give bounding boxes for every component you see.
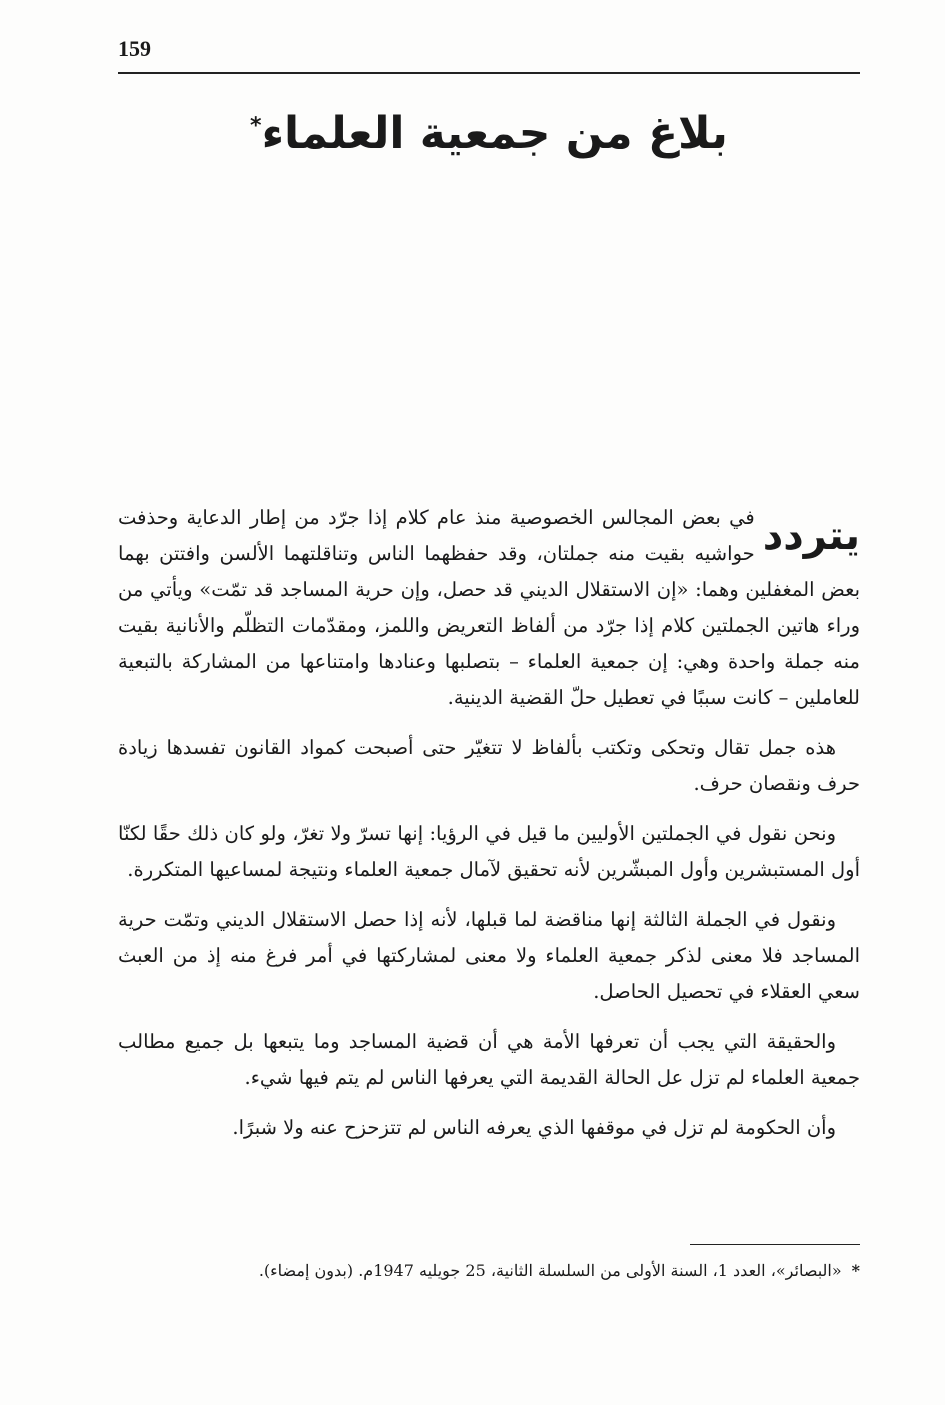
page-title	[118, 108, 860, 159]
footnote	[118, 1258, 860, 1284]
paragraph-3-text: ونحن نقول في الجملتين الأوليين ما قيل في الرؤيا: إنها تسرّ ولا تغرّ، ولو كان ذلك حقًا لكنّا أول المستبشرين وأول المبشّرين لأنه تحقيق لآمال جمعية العلماء ونتيجة لمساعيها المتكررة.	[118, 822, 860, 881]
paragraph-2-text: هذه جمل تقال وتحكى وتكتب بألفاظ لا تتغيّر حتى أصبحت كمواد القانون تفسدها زيادة حرف ونقصان حرف.	[118, 736, 860, 795]
paragraph-5	[118, 1024, 860, 1096]
paragraph-4	[118, 902, 860, 1010]
paragraph-2	[118, 730, 860, 802]
page-number: 159	[118, 36, 151, 61]
title-footnote-marker: *	[250, 113, 262, 139]
paragraph-5-text: والحقيقة التي يجب أن تعرفها الأمة هي أن قضية المساجد وما يتبعها بل جميع مطالب جمعية العلماء لم تزل عل الحالة القديمة التي يعرفها الناس لم يتم فيها شيء.	[118, 1030, 860, 1089]
paragraph-3	[118, 816, 860, 888]
paragraph-6-text: وأن الحكومة لم تزل في موقفها الذي يعرفه الناس لم تتزحزح عنه ولا شبرًا.	[232, 1116, 836, 1139]
article-body	[118, 500, 860, 1160]
footnote-rule	[690, 1244, 860, 1245]
footnote-marker: *	[851, 1261, 860, 1280]
footnote-text: «البصائر»، العدد 1، السنة الأولى من السلسلة الثانية، 25 جويليه 1947م. (بدون إمضاء).	[258, 1261, 842, 1280]
paragraph-6	[118, 1110, 860, 1146]
paragraph-1	[118, 500, 860, 716]
paragraph-4-text: ونقول في الجملة الثالثة إنها مناقضة لما قبلها، لأنه إذا حصل الاستقلال الديني وتمّت حرية المساجد فلا معنى لذكر جمعية العلماء ولا معنى لمشاركتها في أمر فرغ منه إذ من العبث سعي العقلاء في تحصيل الحاصل.	[118, 908, 860, 1003]
header-rule	[118, 72, 860, 74]
title-text: بلاغ من جمعية العلماء	[261, 108, 728, 159]
dropcap-word: يتردد	[762, 513, 860, 559]
paragraph-1-text: في بعض المجالس الخصوصية منذ عام كلام إذا جرّد من إطار الدعاية وحذفت حواشيه بقيت منه جملتان، وقد حفظهما الناس وتناقلتهما الألسن وافتتن بهما بعض المغفلين وهما: «إن الاستقلال الديني قد حصل، وإن حرية المساجد قد تمّت» ويأتي من وراء هاتين الجملتين كلام إذا جرّد من ألفاظ التعريض واللمز، ومقدّمات التظلّم والأنانية بقيت منه جملة واحدة وهي: إن جمعية العلماء – بتصلبها وعنادها وامتناعها من المشاركة بالتبعية للعاملين – كانت سببًا في تعطيل حلّ القضية الدينية.	[118, 506, 860, 709]
